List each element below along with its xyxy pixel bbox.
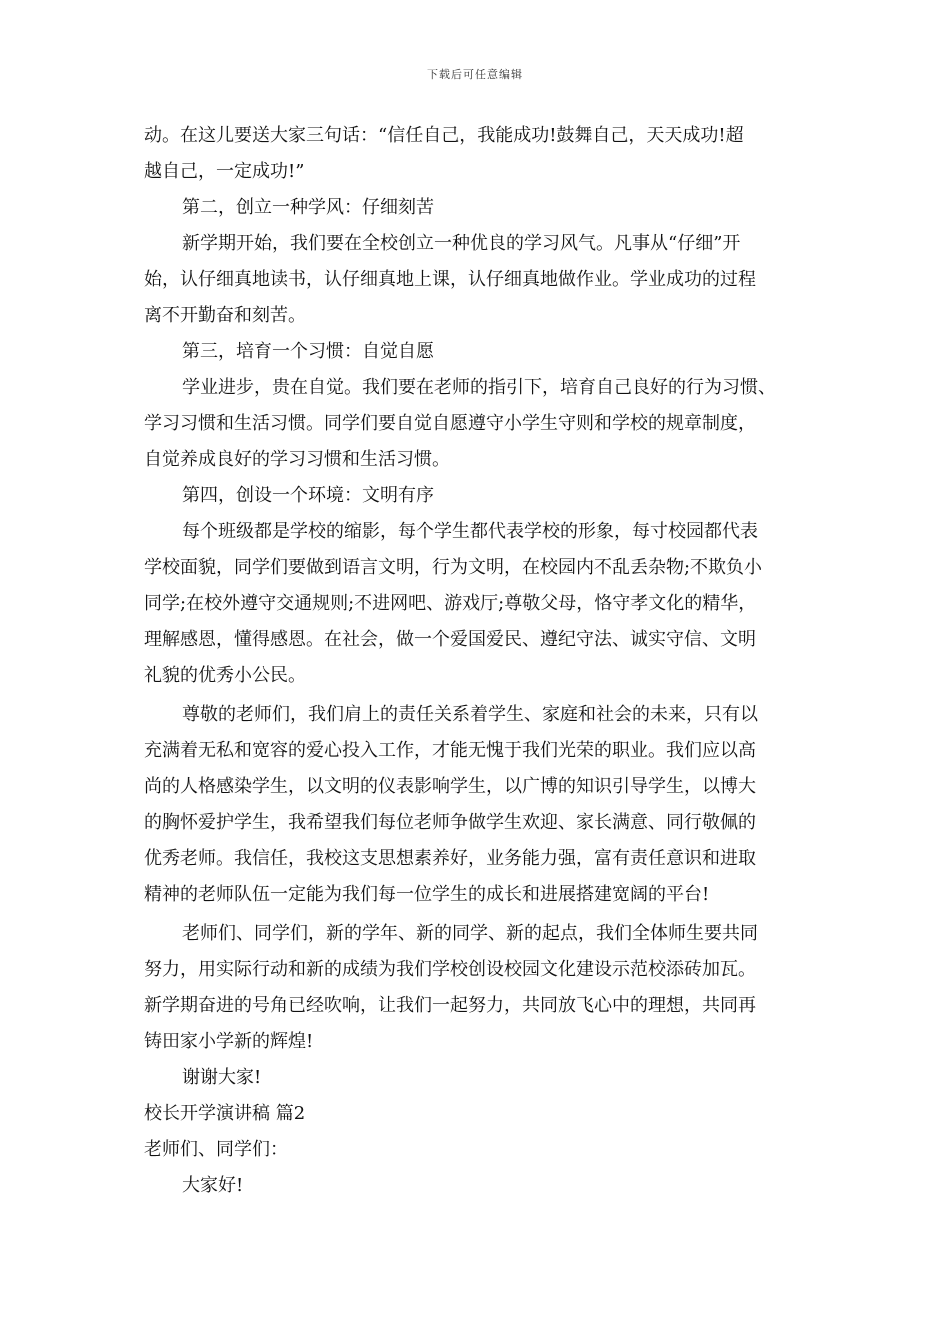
text-line: 动。在这儿要送大家三句话：“信任自己，我能成功!鼓舞自己，天天成功!超 [144,125,744,146]
salutation: 老师们、同学们： [144,1139,288,1160]
paragraph-3 [144,370,814,478]
paragraph-4 [144,514,814,694]
text-line: 充满着无私和宽容的爱心投入工作，才能无愧于我们光荣的职业。我们应以高 [144,740,756,761]
thanks-line: 谢谢大家! [182,1067,262,1088]
text-line: 尚的人格感染学生，以文明的仪表影响学生，以广博的知识引导学生，以博大 [144,776,756,797]
text-line: 学业进步，贵在自觉。我们要在老师的指引下，培育自己良好的行为习惯、 [182,377,776,398]
text-line: 礼貌的优秀小公民。 [144,665,306,686]
text-line: 每个班级都是学校的缩影，每个学生都代表学校的形象，每寸校园都代表 [182,521,758,542]
text-line: 越自己，一定成功!” [144,161,305,182]
continuation-paragraph [144,118,814,190]
text-line: 的胸怀爱护学生，我希望我们每位老师争做学生欢迎、家长满意、同行敬佩的 [144,812,756,833]
text-line: 离不开勤奋和刻苦。 [144,305,306,326]
text-line: 学习习惯和生活习惯。同学们要自觉自愿遵守小学生守则和学校的规章制度， [144,413,756,434]
text-line: 优秀老师。我信任，我校这支思想素养好，业务能力强，富有责任意识和进取 [144,848,756,869]
text-line: 尊敬的老师们，我们肩上的责任关系着学生、家庭和社会的未来，只有以 [182,704,758,725]
text-line: 理解感恩，懂得感恩。在社会，做一个爱国爱民、遵纪守法、诚实守信、文明 [144,629,756,650]
document-body [144,118,814,1204]
text-line: 新学期开始，我们要在全校创立一种优良的学习风气。凡事从“仔细”开 [182,233,741,254]
paragraph-2 [144,226,814,334]
text-line: 努力，用实际行动和新的成绩为我们学校创设校园文化建设示范校添砖加瓦。 [144,959,756,980]
text-line: 始，认仔细真地读书，认仔细真地上课，认仔细真地做作业。学业成功的过程 [144,269,756,290]
page-header: 下载后可任意编辑 [427,68,523,81]
text-line: 新学期奋进的号角已经吹响，让我们一起努力，共同放飞心中的理想，共同再 [144,995,756,1016]
paragraph-6 [144,916,814,1060]
text-line: 同学;在校外遵守交通规则;不进网吧、游戏厅;尊敬父母，恪守孝文化的精华， [144,593,757,614]
text-line: 自觉养成良好的学习习惯和生活习惯。 [144,449,450,470]
text-line: 铸田家小学新的辉煌! [144,1031,314,1052]
section-title: 校长开学演讲稿 篇2 [144,1103,306,1124]
section-heading-2: 第二，创立一种学风：仔细刻苦 [182,197,434,218]
text-line: 老师们、同学们，新的学年、新的同学、新的起点，我们全体师生要共同 [182,923,758,944]
section-heading-4: 第四，创设一个环境：文明有序 [182,485,434,506]
paragraph-5 [144,697,814,913]
section-heading-3: 第三，培育一个习惯：自觉自愿 [182,341,434,362]
text-line: 学校面貌，同学们要做到语言文明，行为文明，在校园内不乱丢杂物;不欺负小 [144,557,763,578]
greeting: 大家好! [182,1175,244,1196]
text-line: 精神的老师队伍一定能为我们每一位学生的成长和进展搭建宽阔的平台! [144,884,710,905]
